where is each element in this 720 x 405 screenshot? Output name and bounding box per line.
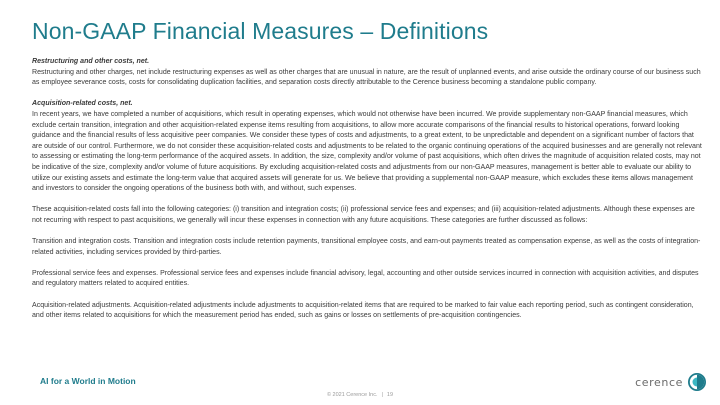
page-number: 19 — [386, 392, 394, 398]
logo-text: cerence — [635, 375, 683, 389]
professional-text: Professional service fees and expenses. Professional service fees and expenses include financial advisory, legal, accounting and other outside services incurred in connection with acquisition activities, and disputes and regulatory matters related to acquired entities. — [32, 269, 699, 288]
restructuring-heading: Restructuring and other costs, net. — [32, 58, 150, 65]
page-title: Non-GAAP Financial Measures – Definitions — [32, 18, 489, 44]
categories-text: These acquisition-related costs fall into the following categories: (i) transition and integration costs; (ii) professional service fees and expenses; and (iii) acquisition-related adjustments. Although these expenses are not recurring with respect to past acquisitions, we generally will incur these expenses in connection with any future acquisitions. These categories are further discussed as follows: — [32, 206, 695, 224]
spacer — [32, 195, 704, 206]
copyright: © 2021 Cerence Inc. — [326, 392, 378, 398]
transition-text: Transition and integration costs. Transition and integration costs include retention payments, transitional employee costs, and earn-out payments treated as compensation expense, as well as the costs of integration-related activities, including services provided by third-parties. — [32, 238, 701, 256]
restructuring-text: Restructuring and other charges, net include restructuring expenses as well as other charges that are unusual in nature, are the result of unplanned events, and arise outside the ordinary course of our business such as employee severance costs, costs for consolidating duplication facilities, and separation costs directly attributable to the Cerence business becoming a standalone public company. — [32, 68, 701, 87]
slide-body — [32, 57, 704, 322]
acquisition-text: In recent years, we have completed a number of acquisitions, which result in operating expenses, which would not otherwise have been incurred. We provide supplementary non-GAAP financial measures, which exclude certain transition, integration and other acquisition-related expense items resulting from acquisitions, to allow more accurate comparisons of the financial results to historical operations, forward looking guidance and the financial results of less acquisitive peer companies. We consider these types of costs and adjustments, to a great extent, to be unpredictable and dependent on a significant number of factors that are outside of our control. Furthermore, we do not consider these acquisition-related costs and adjustments to be related to the organic continuing operations of the acquired businesses and are generally not relevant to assessing or estimating the long-term performance of the acquired assets. In addition, the size, complexity and/or volume of past acquisitions, which often drives the magnitude of acquisition related costs, may not be indicative of the size, complexity and/or volume of future acquisitions. By excluding acquisition-related costs and adjustments from our non-GAAP measures, management is better able to evaluate our ability to utilize our existing assets and estimate the long-term value that acquired assets will generate for us. We believe that providing a supplemental non-GAAP measure, which excludes these items allows management and investors to consider the ongoing operations of the business both with, and without, such expenses. — [32, 110, 702, 193]
cerence-logo — [635, 372, 706, 392]
footer — [0, 392, 720, 398]
tagline: AI for a World in Motion — [40, 376, 136, 386]
acquisition-heading: Acquisition-related costs, net. — [32, 100, 133, 108]
cerence-logo-icon — [688, 373, 706, 391]
spacer — [32, 227, 704, 238]
spacer — [32, 89, 704, 100]
footer-separator: | — [381, 392, 383, 398]
adjustments-text: Acquisition-related adjustments. Acquisition-related adjustments include adjustments to acquisition-related items that are required to be marked to fair value each reporting period, such as contingent consideration, and other items related to acquisitions for which the measurement period has ended, such as gains or losses on settlements of pre-acquisition contingencies. — [32, 301, 694, 320]
spacer — [32, 290, 704, 301]
spacer — [32, 258, 704, 269]
